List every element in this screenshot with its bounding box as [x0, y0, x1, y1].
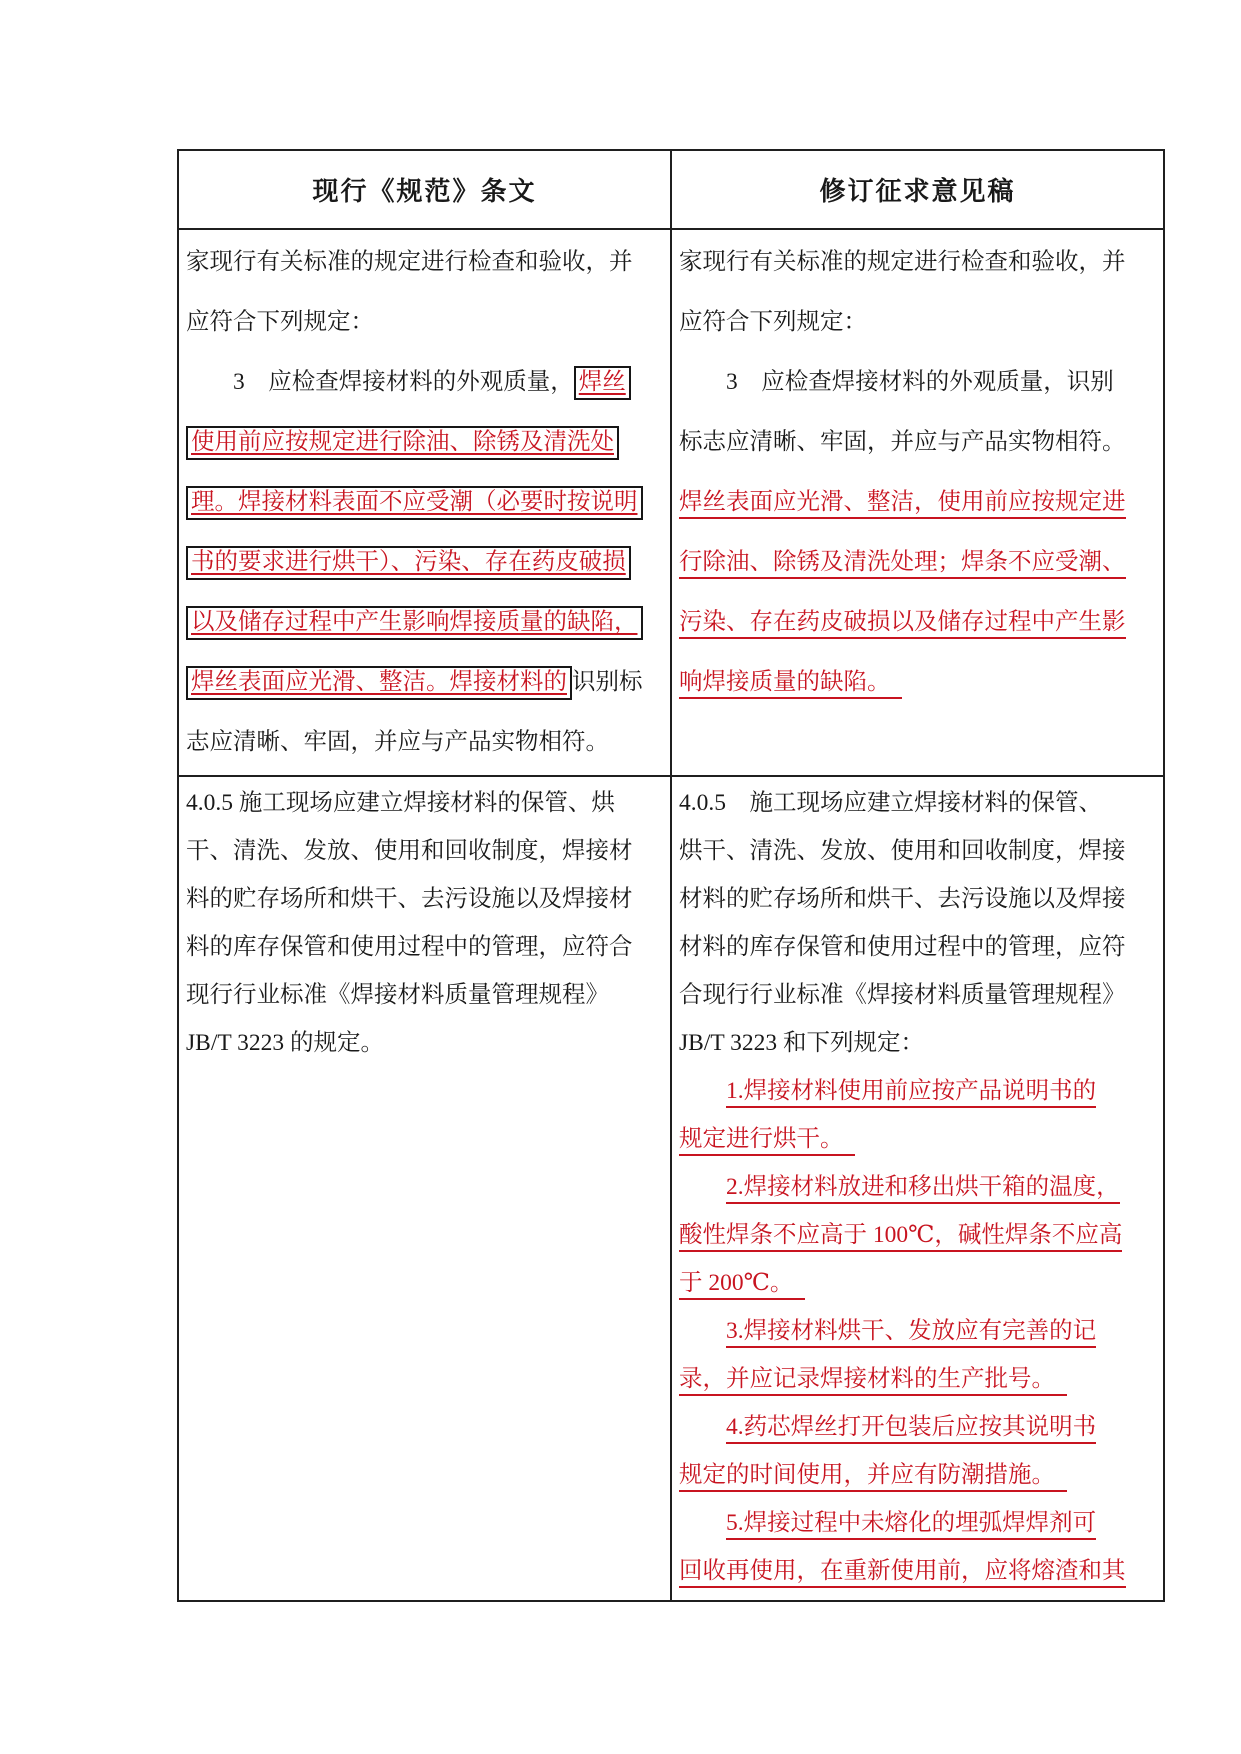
inserted-text: 5.焊接过程中未熔化的埋弧焊焊剂可 [726, 1510, 1096, 1540]
text-line [679, 1547, 1156, 1595]
text-line [679, 652, 1156, 712]
deleted-text: 焊丝表面应光滑、整洁。焊接材料的 [186, 666, 572, 700]
inserted-text: 响焊接质量的缺陷。 [679, 669, 902, 699]
text-line [186, 827, 663, 875]
body-text: 3 应检查焊接材料的外观质量， [186, 369, 574, 395]
inserted-text: 3.焊接材料烘干、发放应有完善的记 [726, 1318, 1096, 1348]
text-line [186, 712, 663, 772]
text-line [679, 472, 1156, 532]
row-clause-4-0-5-current-cell [178, 776, 671, 1601]
inserted-text: 录，并应记录焊接材料的生产批号。 [679, 1366, 1067, 1396]
header-current-clause: 现行《规范》条文 [178, 150, 671, 229]
text-line [679, 232, 1156, 292]
body-text [679, 1414, 726, 1440]
text-line [679, 923, 1156, 971]
text-line [679, 352, 1156, 412]
table-header-row [178, 150, 1164, 229]
deleted-text: 书的要求进行烘干）、污染、存在药皮破损 [186, 546, 631, 580]
inserted-text: 污染、存在药皮破损以及储存过程中产生影 [679, 609, 1126, 639]
body-text: 家现行有关标准的规定进行检查和验收，并 [186, 249, 633, 275]
body-text: 家现行有关标准的规定进行检查和验收，并 [679, 249, 1126, 275]
comparison-table [177, 149, 1165, 1602]
body-text: 识别标 [572, 669, 643, 695]
text-line [679, 292, 1156, 352]
text-line [679, 1067, 1156, 1115]
inserted-text: 焊丝表面应光滑、整洁，使用前应按规定进 [679, 489, 1126, 519]
text-line [186, 232, 663, 292]
text-line [679, 592, 1156, 652]
text-line [186, 652, 663, 712]
table-body [178, 229, 1164, 1601]
inserted-text: 于 200℃。 [679, 1270, 805, 1300]
inserted-text: 1.焊接材料使用前应按产品说明书的 [726, 1078, 1096, 1108]
text-line [186, 472, 663, 532]
text-line [679, 1259, 1156, 1307]
body-text: 志应清晰、牢固，并应与产品实物相符。 [186, 729, 609, 755]
text-line [186, 923, 663, 971]
body-text: JB/T 3223 和下列规定： [679, 1030, 925, 1056]
body-text: 3 应检查焊接材料的外观质量，识别 [679, 369, 1114, 395]
body-text: 料的库存保管和使用过程中的管理，应符合 [186, 934, 633, 960]
deleted-text: 理。焊接材料表面不应受潮（必要时按说明 [186, 486, 643, 520]
inserted-text: 4.药芯焊丝打开包装后应按其说明书 [726, 1414, 1096, 1444]
text-line [679, 827, 1156, 875]
row-clause-4-0-5 [178, 776, 1164, 1601]
text-line [186, 779, 663, 827]
inserted-text: 行除油、除锈及清洗处理；焊条不应受潮、 [679, 549, 1126, 579]
inserted-text: 酸性焊条不应高于 100℃，碱性焊条不应高 [679, 1222, 1122, 1252]
header-revised-draft: 修订征求意见稿 [671, 150, 1164, 229]
text-line [679, 1019, 1156, 1067]
text-line [679, 1115, 1156, 1163]
text-line [679, 1211, 1156, 1259]
body-text: 材料的贮存场所和烘干、去污设施以及焊接 [679, 886, 1126, 912]
text-line [186, 875, 663, 923]
text-line [679, 1307, 1156, 1355]
body-text [679, 1318, 726, 1344]
deleted-text: 以及储存过程中产生影响焊接质量的缺陷， [186, 606, 643, 640]
text-line [679, 1403, 1156, 1451]
body-text: JB/T 3223 的规定。 [186, 1030, 385, 1056]
inserted-text: 规定进行烘干。 [679, 1126, 855, 1156]
text-line [186, 971, 663, 1019]
row-welding-material-inspection-current-cell [178, 229, 671, 776]
body-text: 烘干、清洗、发放、使用和回收制度，焊接 [679, 838, 1126, 864]
body-text: 材料的库存保管和使用过程中的管理，应符 [679, 934, 1126, 960]
body-text: 4.0.5 施工现场应建立焊接材料的保管、 [679, 790, 1102, 816]
text-line [679, 1355, 1156, 1403]
deleted-text: 使用前应按规定进行除油、除锈及清洗处 [186, 426, 619, 460]
text-line [186, 292, 663, 352]
body-text [679, 1174, 726, 1200]
row-clause-4-0-5-revised-cell [671, 776, 1164, 1601]
body-text: 合现行行业标准《焊接材料质量管理规程》 [679, 982, 1126, 1008]
body-text: 料的贮存场所和烘干、去污设施以及焊接材 [186, 886, 633, 912]
row-welding-material-inspection [178, 229, 1164, 776]
body-text: 4.0.5 施工现场应建立焊接材料的保管、烘 [186, 790, 615, 816]
body-text: 干、清洗、发放、使用和回收制度，焊接材 [186, 838, 633, 864]
text-line [679, 1499, 1156, 1547]
body-text [679, 1510, 726, 1536]
text-line [679, 971, 1156, 1019]
text-line [679, 779, 1156, 827]
text-line [679, 532, 1156, 592]
text-line [679, 1163, 1156, 1211]
text-line [679, 875, 1156, 923]
text-line [186, 352, 663, 412]
inserted-text: 2.焊接材料放进和移出烘干箱的温度， [726, 1174, 1120, 1204]
row-welding-material-inspection-revised-cell [671, 229, 1164, 776]
inserted-text: 规定的时间使用，并应有防潮措施。 [679, 1462, 1067, 1492]
body-text: 现行行业标准《焊接材料质量管理规程》 [186, 982, 609, 1008]
text-line [186, 532, 663, 592]
text-line [186, 592, 663, 652]
text-line [679, 412, 1156, 472]
body-text: 标志应清晰、牢固，并应与产品实物相符。 [679, 429, 1126, 455]
deleted-text: 焊丝 [574, 366, 631, 400]
text-line [679, 1451, 1156, 1499]
inserted-text: 回收再使用，在重新使用前，应将熔渣和其 [679, 1558, 1126, 1588]
body-text: 应符合下列规定： [679, 309, 867, 335]
text-line [186, 412, 663, 472]
body-text: 应符合下列规定： [186, 309, 374, 335]
text-line [186, 1019, 663, 1067]
body-text [679, 1078, 726, 1104]
